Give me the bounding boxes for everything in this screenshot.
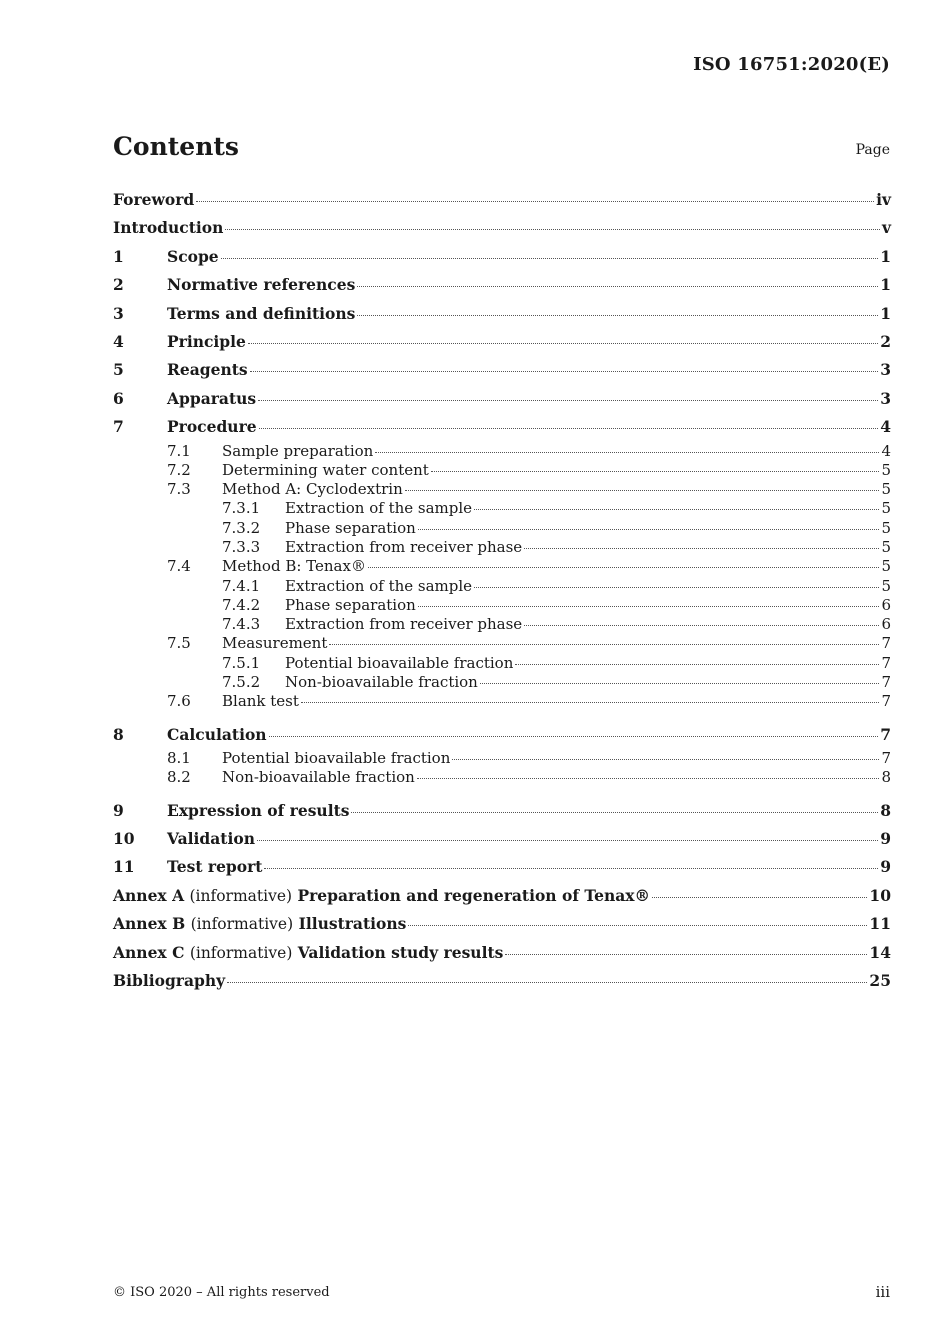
annex-type-note: (informative): [189, 943, 293, 962]
toc-entry-title: Potential bioavailable fraction: [285, 653, 514, 672]
dot-leader: [431, 470, 880, 472]
toc-entry-title: Extraction of the sample: [285, 576, 473, 595]
toc-entry-title: Expression of results: [167, 800, 350, 820]
page-title: Contents: [113, 132, 240, 161]
dot-leader: [652, 896, 867, 898]
toc-entry-page: 3: [880, 388, 891, 408]
toc-entry[interactable]: [113, 882, 891, 910]
toc-entry-page: iv: [876, 190, 891, 209]
toc-entry-title: Principle: [167, 331, 246, 351]
toc-entry-page: 25: [869, 971, 891, 990]
toc-entry-number: 7.2: [167, 460, 191, 479]
toc-entry-number: 6: [113, 388, 124, 408]
annex-title: Illustrations: [298, 914, 407, 934]
dot-leader: [505, 953, 867, 955]
toc-entry-page: 5: [881, 480, 891, 499]
toc-entry-page: 9: [880, 829, 891, 849]
table-of-contents: [113, 186, 891, 995]
dot-leader: [357, 314, 878, 316]
toc-entry-page: 7: [881, 634, 891, 653]
toc-entry[interactable]: [113, 461, 891, 480]
toc-entry-page: 5: [881, 576, 891, 595]
toc-entry-title: Reagents: [167, 360, 248, 380]
footer-copyright: © ISO 2020 – All rights reserved: [113, 1285, 330, 1300]
toc-entry[interactable]: [113, 214, 891, 242]
toc-entry-title: Measurement: [222, 634, 328, 653]
dot-leader: [418, 605, 880, 607]
annex-label: Annex A: [113, 885, 185, 905]
toc-entry[interactable]: [113, 385, 891, 413]
toc-entry-page: 1: [880, 303, 891, 323]
toc-entry[interactable]: [113, 480, 891, 499]
toc-entry-title: Validation: [167, 829, 255, 849]
dot-leader: [225, 228, 880, 230]
dot-leader: [452, 758, 879, 760]
toc-entry-title: Calculation: [167, 724, 267, 744]
toc-entry-title: Method B: Tenax®: [222, 557, 366, 576]
toc-entry-page: 6: [881, 595, 891, 614]
toc-entry[interactable]: [113, 442, 891, 461]
toc-entry-page: 6: [881, 615, 891, 634]
toc-entry-title: Extraction from receiver phase: [285, 615, 523, 634]
dot-leader: [196, 200, 874, 202]
dot-leader: [257, 839, 878, 841]
toc-entry[interactable]: [113, 300, 891, 328]
toc-entry-title: Procedure: [167, 417, 257, 437]
toc-entry[interactable]: [113, 967, 891, 995]
dot-leader: [221, 257, 879, 259]
toc-entry[interactable]: [113, 557, 891, 576]
toc-entry[interactable]: [113, 413, 891, 441]
toc-entry-page: 14: [869, 942, 891, 962]
toc-entry-number: 7.3.2: [222, 518, 261, 537]
toc-entry-number: 7.1: [167, 441, 191, 460]
toc-entry[interactable]: [113, 328, 891, 356]
toc-entry-number: 7.5.2: [222, 673, 261, 692]
dot-leader: [351, 811, 878, 813]
toc-entry-title: [113, 939, 503, 967]
toc-entry-number: 8.1: [167, 749, 191, 768]
toc-entry-title: Sample preparation: [222, 441, 374, 460]
dot-leader: [480, 682, 880, 684]
dot-leader: [357, 285, 878, 287]
dot-leader: [258, 399, 878, 401]
toc-entry-title: Blank test: [222, 692, 299, 711]
toc-entry[interactable]: [113, 243, 891, 271]
toc-entry-title: Scope: [167, 246, 219, 266]
toc-entry-page: 7: [880, 724, 891, 744]
toc-entry-page: 7: [881, 692, 891, 711]
dot-leader: [368, 566, 880, 568]
toc-entry-page: 5: [881, 518, 891, 537]
toc-entry-title: Extraction from receiver phase: [285, 538, 523, 556]
toc-entry-page: 5: [881, 460, 891, 479]
dot-leader: [417, 777, 880, 779]
toc-entry-number: 2: [113, 275, 124, 295]
dot-leader: [264, 867, 878, 869]
toc-entry[interactable]: [113, 519, 891, 538]
toc-entry-title: Determining water content: [222, 460, 429, 479]
annex-label: Annex C: [113, 942, 185, 962]
toc-entry[interactable]: [113, 577, 891, 596]
toc-entry-number: 7.4.3: [222, 615, 261, 634]
toc-entry-title: Foreword: [113, 190, 195, 209]
dot-leader: [524, 547, 879, 549]
toc-entry-title: Extraction of the sample: [285, 499, 473, 518]
toc-entry[interactable]: [113, 615, 891, 634]
toc-entry-title: Non-bioavailable fraction: [285, 673, 478, 692]
toc-entry-number: 7.5.1: [222, 653, 261, 672]
toc-entry-number: 7.3: [167, 480, 191, 499]
toc-entry[interactable]: [113, 797, 891, 825]
dot-leader: [269, 735, 879, 737]
toc-entry[interactable]: [113, 692, 891, 711]
toc-entry[interactable]: [113, 538, 891, 557]
toc-entry-page: v: [881, 218, 891, 238]
toc-entry-title: Non-bioavailable fraction: [222, 768, 415, 787]
dot-leader: [515, 663, 879, 665]
toc-entry-number: 9: [113, 800, 124, 820]
toc-entry-title: Test report: [167, 857, 263, 877]
toc-entry-title: Bibliography: [113, 971, 226, 990]
toc-entry-page: 10: [869, 885, 891, 905]
annex-type-note: (informative): [189, 886, 293, 905]
dot-leader: [301, 701, 880, 703]
toc-entry-page: 11: [869, 914, 891, 934]
toc-entry-page: 3: [880, 360, 891, 380]
toc-entry-number: 10: [113, 829, 135, 849]
toc-entry-number: 7.6: [167, 692, 191, 711]
toc-entry-number: 7.5: [167, 634, 191, 653]
toc-entry-title: Normative references: [167, 275, 356, 295]
toc-entry-number: 3: [113, 303, 124, 323]
dot-leader: [250, 370, 879, 372]
toc-entry-number: 7.3.3: [222, 538, 261, 556]
toc-entry-number: 1: [113, 246, 124, 266]
document-id: ISO 16751:2020(E): [693, 54, 890, 75]
toc-entry-number: 4: [113, 331, 124, 351]
annex-title: Preparation and regeneration of Tenax®: [297, 885, 651, 905]
annex-label: Annex B: [113, 914, 186, 934]
annex-title: Validation study results: [297, 942, 504, 962]
toc-entry[interactable]: [113, 768, 891, 787]
toc-entry-number: 8.2: [167, 768, 191, 787]
toc-entry-page: 7: [881, 673, 891, 692]
toc-entry-page: 7: [881, 653, 891, 672]
toc-entry[interactable]: [113, 939, 891, 967]
toc-entry-page: 8: [880, 800, 891, 820]
toc-entry-title: [113, 882, 650, 910]
toc-entry[interactable]: [113, 825, 891, 853]
toc-entry[interactable]: [113, 271, 891, 299]
toc-entry-page: 4: [881, 441, 891, 460]
toc-entry[interactable]: [113, 596, 891, 615]
toc-entry-number: 8: [113, 724, 124, 744]
toc-entry[interactable]: [113, 749, 891, 768]
toc-entry-page: 9: [880, 857, 891, 877]
toc-entry-page: 7: [881, 749, 891, 768]
toc-entry-number: 7.4: [167, 557, 191, 576]
toc-entry-page: 1: [880, 246, 891, 266]
toc-entry-page: 2: [880, 331, 891, 351]
toc-entry[interactable]: [113, 673, 891, 692]
toc-entry-page: 5: [881, 499, 891, 518]
toc-entry[interactable]: [113, 721, 891, 749]
dot-leader: [227, 981, 867, 983]
dot-leader: [405, 489, 880, 491]
toc-entry-title: Phase separation: [285, 595, 416, 614]
toc-entry[interactable]: [113, 910, 891, 938]
annex-type-note: (informative): [190, 915, 294, 934]
toc-entry-title: Apparatus: [167, 388, 257, 408]
toc-entry[interactable]: [113, 356, 891, 384]
dot-leader: [375, 451, 879, 453]
toc-entry-title: [113, 910, 406, 938]
dot-leader: [418, 528, 880, 530]
toc-entry-number: 11: [113, 857, 135, 877]
toc-entry-title: Method A: Cyclodextrin: [222, 480, 403, 499]
toc-entry-page: 5: [881, 538, 891, 556]
footer-page-number: iii: [875, 1283, 890, 1301]
toc-entry-page: 1: [880, 275, 891, 295]
dot-leader: [474, 586, 879, 588]
toc-entry-page: 5: [881, 557, 891, 576]
toc-entry-number: 7.3.1: [222, 499, 261, 518]
toc-entry-title: Terms and definitions: [167, 303, 356, 323]
toc-entry[interactable]: [113, 654, 891, 673]
toc-entry-title: Phase separation: [285, 518, 416, 537]
toc-entry-page: 8: [881, 768, 891, 787]
dot-leader: [524, 624, 879, 626]
toc-entry-number: 7.4.2: [222, 595, 261, 614]
toc-entry[interactable]: [113, 634, 891, 653]
toc-entry-number: 7: [113, 417, 124, 437]
dot-leader: [329, 643, 879, 645]
toc-entry[interactable]: [113, 186, 891, 214]
toc-entry-title: Potential bioavailable fraction: [222, 749, 451, 768]
dot-leader: [474, 508, 879, 510]
dot-leader: [408, 924, 867, 926]
dot-leader: [259, 427, 879, 429]
toc-entry-number: 5: [113, 360, 124, 380]
toc-entry[interactable]: [113, 853, 891, 881]
toc-entry-page: 4: [880, 417, 891, 437]
toc-entry-title: Introduction: [113, 218, 224, 238]
toc-entry[interactable]: [113, 499, 891, 518]
toc-entry-number: 7.4.1: [222, 576, 261, 595]
dot-leader: [248, 342, 878, 344]
page-column-label: Page: [855, 142, 890, 158]
